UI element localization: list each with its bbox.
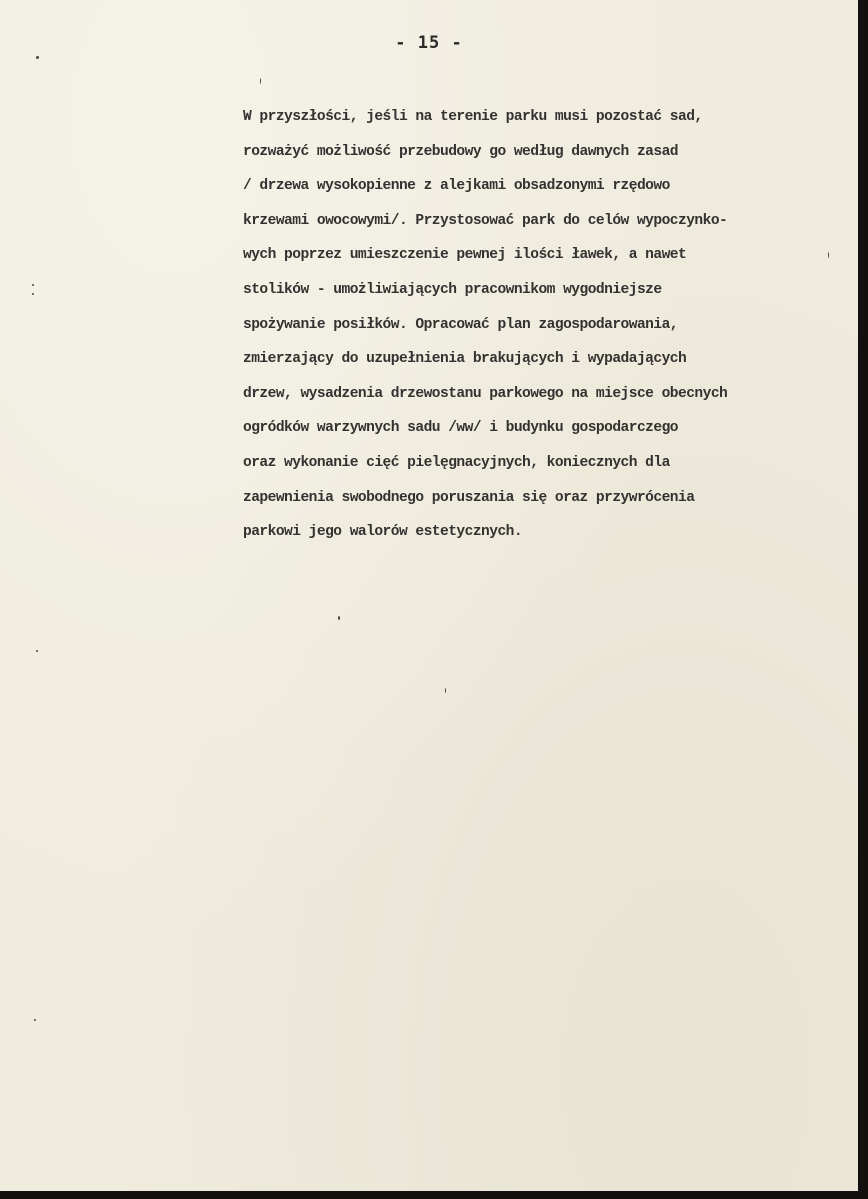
text-line: stolików - umożliwiających pracownikom wygodniejsze <box>243 281 662 298</box>
paper-speck <box>34 1019 36 1021</box>
body-paragraph <box>243 104 843 554</box>
paper-speck <box>338 616 340 620</box>
text-line: zapewnienia swobodnego poruszania się oraz przywrócenia <box>243 489 695 506</box>
text-line: drzew, wysadzenia drzewostanu parkowego na miejsce obecnych <box>243 385 728 402</box>
scan-border-bottom <box>0 1191 868 1199</box>
text-line: ogródków warzywnych sadu /ww/ i budynku gospodarczego <box>243 420 679 437</box>
text-line: wych poprzez umieszczenie pewnej ilości ławek, a nawet <box>243 247 687 264</box>
paper-speck <box>260 78 261 84</box>
paper-speck <box>828 252 829 258</box>
text-line: krzewami owocowymi/. Przystosować park do celów wypoczynko- <box>243 212 728 229</box>
text-line: zmierzający do uzupełnienia brakujących i wypadających <box>243 351 687 368</box>
text-line: / drzewa wysokopienne z alejkami obsadzonymi rzędowo <box>243 178 670 195</box>
paper-speck <box>36 650 38 652</box>
page-number: - 15 - <box>395 33 463 53</box>
text-line: spożywanie posiłków. Opracować plan zagospodarowania, <box>243 316 679 333</box>
text-line: W przyszłości, jeśli na terenie parku musi pozostać sad, <box>243 109 703 125</box>
scan-border-right <box>858 0 868 1199</box>
text-line: rozważyć możliwość przebudowy go według dawnych zasad <box>243 143 679 160</box>
paper-speck <box>32 293 34 295</box>
text-line: oraz wykonanie cięć pielęgnacyjnych, koniecznych dla <box>243 454 670 471</box>
paper-speck <box>36 56 39 59</box>
paper-speck <box>32 284 34 286</box>
paper-speck <box>445 688 446 693</box>
text-line: parkowi jego walorów estetycznych. <box>243 524 523 541</box>
